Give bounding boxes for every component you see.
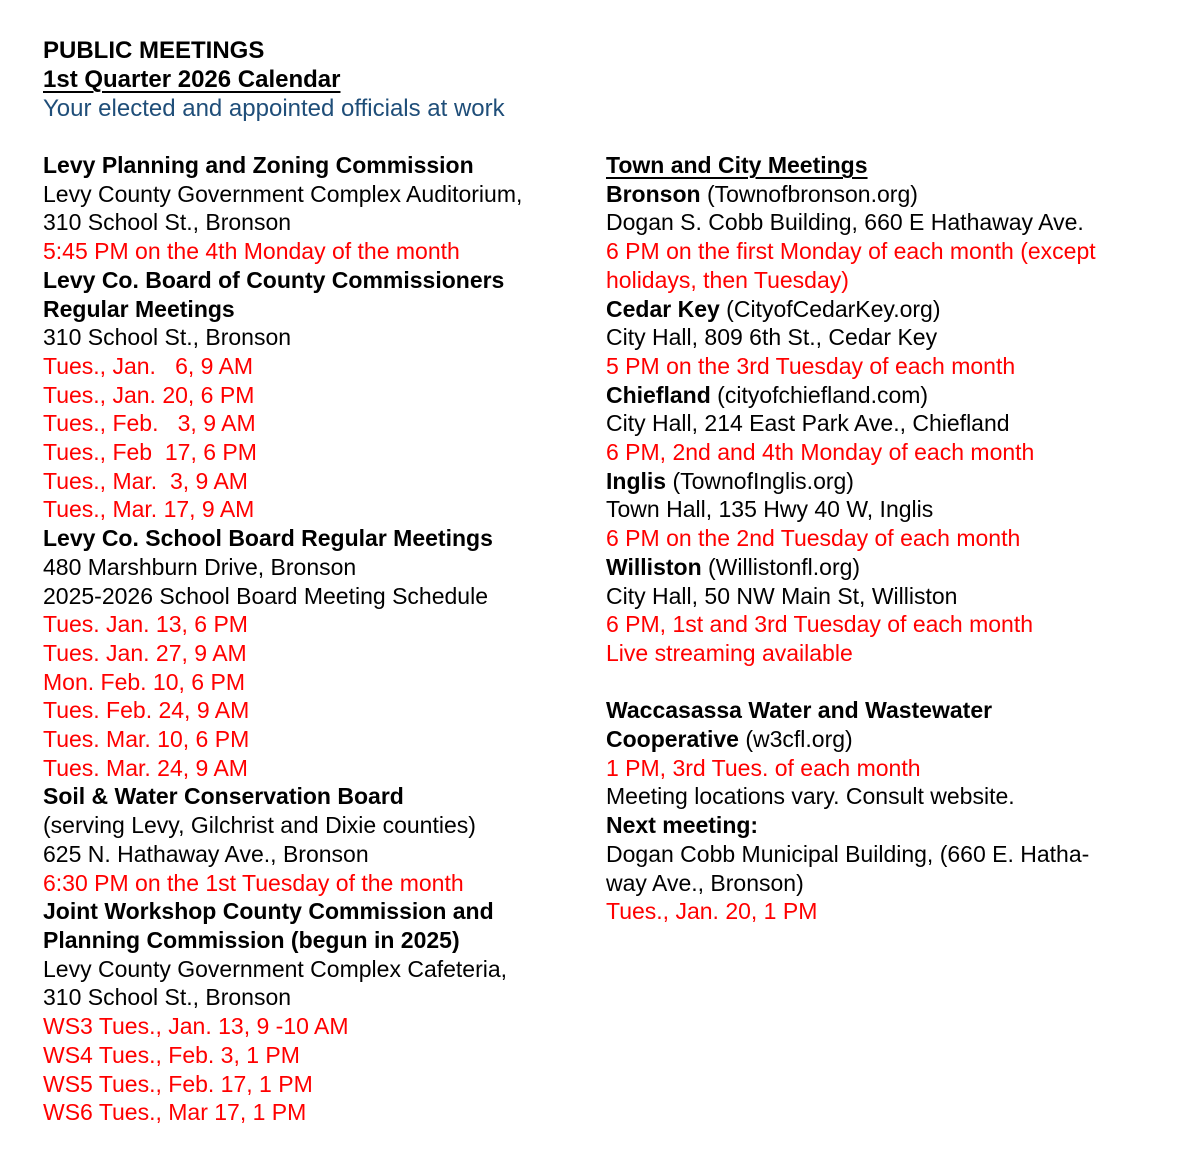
line-text: 480 Marshburn Drive, Bronson bbox=[43, 553, 357, 580]
two-column-layout bbox=[43, 151, 1165, 1127]
text-line bbox=[606, 869, 1165, 898]
text-line bbox=[606, 582, 1165, 611]
text-line bbox=[606, 151, 1165, 180]
text-line bbox=[43, 1070, 606, 1099]
line-text: 310 School St., Bronson bbox=[43, 324, 292, 351]
page-subtitle: 1st Quarter 2026 Calendar bbox=[43, 66, 341, 93]
line-text: Mon. Feb. 10, 6 PM bbox=[43, 668, 245, 695]
line-text: Town Hall, 135 Hwy 40 W, Inglis bbox=[606, 496, 934, 523]
line-text: Tues., Feb. 3, 9 AM bbox=[43, 410, 256, 437]
line-text: (CityofCedarKey.org) bbox=[719, 295, 941, 322]
line-text: WS3 Tues., Jan. 13, 9 -10 AM bbox=[43, 1013, 349, 1040]
text-line bbox=[43, 696, 606, 725]
text-line bbox=[43, 180, 606, 209]
line-text: City Hall, 214 East Park Ave., Chiefland bbox=[606, 410, 1010, 437]
text-line bbox=[43, 782, 606, 811]
line-bold-text: Planning Commission (begun in 2025) bbox=[43, 926, 460, 953]
line-text: Dogan S. Cobb Building, 660 E Hathaway Ave. bbox=[606, 209, 1084, 236]
text-line bbox=[43, 438, 606, 467]
section-levy-school-board bbox=[43, 524, 606, 782]
text-line bbox=[43, 467, 606, 496]
text-line bbox=[43, 639, 606, 668]
text-line bbox=[606, 639, 1165, 668]
text-line bbox=[606, 782, 1165, 811]
text-line bbox=[43, 1012, 606, 1041]
text-line bbox=[606, 237, 1165, 266]
text-line bbox=[43, 323, 606, 352]
line-text: way Ave., Bronson) bbox=[606, 869, 804, 896]
text-line bbox=[606, 610, 1165, 639]
page-header bbox=[43, 36, 1165, 123]
text-line bbox=[606, 295, 1165, 324]
text-line bbox=[606, 524, 1165, 553]
line-text: WS6 Tues., Mar 17, 1 PM bbox=[43, 1099, 307, 1126]
line-bold-text: Inglis bbox=[606, 467, 667, 494]
text-line bbox=[606, 897, 1165, 926]
text-line bbox=[43, 208, 606, 237]
text-line bbox=[606, 696, 1165, 725]
line-text: Tues. Mar. 24, 9 AM bbox=[43, 754, 248, 781]
line-text: 310 School St., Bronson bbox=[43, 209, 292, 236]
line-text: 2025-2026 School Board Meeting Schedule bbox=[43, 582, 488, 609]
text-line bbox=[43, 840, 606, 869]
text-line bbox=[606, 725, 1165, 754]
text-line bbox=[43, 983, 606, 1012]
text-line bbox=[606, 467, 1165, 496]
line-text: Tues., Mar. 3, 9 AM bbox=[43, 467, 248, 494]
text-line bbox=[43, 754, 606, 783]
text-line bbox=[606, 409, 1165, 438]
line-bold-text: Cooperative bbox=[606, 726, 739, 753]
line-text: (w3cfl.org) bbox=[738, 726, 853, 753]
line-text: 5 PM on the 3rd Tuesday of each month bbox=[606, 352, 1016, 379]
text-line bbox=[43, 955, 606, 984]
text-line bbox=[43, 610, 606, 639]
text-line bbox=[43, 237, 606, 266]
line-text: (serving Levy, Gilchrist and Dixie counties) bbox=[43, 812, 476, 839]
section-williston bbox=[606, 553, 1165, 668]
text-line bbox=[606, 208, 1165, 237]
text-line bbox=[43, 295, 606, 324]
line-text: (TownofInglis.org) bbox=[666, 467, 854, 494]
line-text: 5:45 PM on the 4th Monday of the month bbox=[43, 238, 460, 265]
section-levy-planning-and-zoning-commission bbox=[43, 151, 606, 266]
line-text: City Hall, 50 NW Main St, Williston bbox=[606, 582, 958, 609]
text-line bbox=[43, 668, 606, 697]
text-line bbox=[43, 409, 606, 438]
right-column bbox=[606, 151, 1165, 1127]
text-line bbox=[606, 495, 1165, 524]
section-inglis bbox=[606, 467, 1165, 553]
line-text: 625 N. Hathaway Ave., Bronson bbox=[43, 840, 369, 867]
line-text: Tues. Jan. 27, 9 AM bbox=[43, 639, 247, 666]
section-soil-and-water-conservation-board bbox=[43, 782, 606, 897]
section-waccasassa-water-and-wastewater-cooperative bbox=[606, 696, 1165, 926]
line-text: 6:30 PM on the 1st Tuesday of the month bbox=[43, 869, 464, 896]
line-text: holidays, then Tuesday) bbox=[606, 266, 849, 293]
section-cedar-key bbox=[606, 295, 1165, 381]
line-bold-text: Levy Planning and Zoning Commission bbox=[43, 152, 474, 178]
line-text: Tues., Feb 17, 6 PM bbox=[43, 439, 257, 466]
text-line bbox=[606, 840, 1165, 869]
line-text: (Townofbronson.org) bbox=[700, 180, 918, 207]
line-text: Tues. Mar. 10, 6 PM bbox=[43, 726, 250, 753]
line-bold-text: Bronson bbox=[606, 180, 701, 207]
text-line bbox=[43, 381, 606, 410]
text-line bbox=[606, 352, 1165, 381]
line-text: Tues., Jan. 20, 6 PM bbox=[43, 381, 255, 408]
text-line bbox=[606, 754, 1165, 783]
line-text: WS5 Tues., Feb. 17, 1 PM bbox=[43, 1070, 313, 1097]
line-text: 6 PM, 1st and 3rd Tuesday of each month bbox=[606, 611, 1034, 638]
line-text: Levy County Government Complex Auditorium, bbox=[43, 180, 523, 207]
text-line bbox=[43, 495, 606, 524]
section-bronson bbox=[606, 180, 1165, 295]
text-line bbox=[43, 725, 606, 754]
text-line bbox=[606, 553, 1165, 582]
line-text: 1 PM, 3rd Tues. of each month bbox=[606, 754, 921, 781]
section-town-and-city-meetings-heading bbox=[606, 151, 1165, 180]
text-line bbox=[606, 180, 1165, 209]
text-line bbox=[43, 582, 606, 611]
section-joint-workshop-county-commission-planning-commission bbox=[43, 897, 606, 1127]
text-line bbox=[43, 811, 606, 840]
line-text: Tues. Jan. 13, 6 PM bbox=[43, 611, 248, 638]
text-line bbox=[43, 266, 606, 295]
text-line bbox=[43, 1098, 606, 1127]
line-text: Tues. Feb. 24, 9 AM bbox=[43, 697, 250, 724]
line-text: 310 School St., Bronson bbox=[43, 984, 292, 1011]
line-text: (Willistonfl.org) bbox=[701, 553, 861, 580]
line-text: Dogan Cobb Municipal Building, (660 E. Hatha- bbox=[606, 840, 1090, 867]
line-bold-text: Chiefland bbox=[606, 381, 711, 408]
line-text: Levy County Government Complex Cafeteria, bbox=[43, 955, 508, 982]
line-text: 6 PM on the 2nd Tuesday of each month bbox=[606, 525, 1021, 552]
section-levy-board-of-county-commissioners bbox=[43, 266, 606, 524]
page-tagline: Your elected and appointed officials at work bbox=[43, 95, 505, 122]
line-bold-text: Levy Co. School Board Regular Meetings bbox=[43, 525, 493, 552]
line-text: Tues., Mar. 17, 9 AM bbox=[43, 496, 255, 523]
text-line bbox=[606, 381, 1165, 410]
text-line bbox=[43, 553, 606, 582]
page-title: PUBLIC MEETINGS bbox=[43, 37, 265, 64]
text-line bbox=[43, 869, 606, 898]
line-bold-text: Town and City Meetings bbox=[606, 152, 868, 178]
line-bold-text: Waccasassa Water and Wastewater bbox=[606, 697, 993, 724]
line-bold-text: Next meeting: bbox=[606, 812, 759, 839]
line-bold-text: Regular Meetings bbox=[43, 295, 235, 322]
text-line bbox=[43, 151, 606, 180]
line-text: Meeting locations vary. Consult website. bbox=[606, 783, 1015, 810]
text-line bbox=[43, 897, 606, 926]
text-line bbox=[606, 323, 1165, 352]
text-line bbox=[43, 1041, 606, 1070]
line-bold-text: Joint Workshop County Commission and bbox=[43, 898, 494, 925]
line-text: Tues., Jan. 6, 9 AM bbox=[43, 352, 254, 379]
line-text: WS4 Tues., Feb. 3, 1 PM bbox=[43, 1041, 300, 1068]
line-bold-text: Williston bbox=[606, 553, 702, 580]
text-line bbox=[606, 438, 1165, 467]
line-text: Tues., Jan. 20, 1 PM bbox=[606, 898, 818, 925]
left-column bbox=[43, 151, 606, 1127]
line-text: (cityofchiefland.com) bbox=[710, 381, 929, 408]
line-text: 6 PM, 2nd and 4th Monday of each month bbox=[606, 439, 1035, 466]
line-bold-text: Soil & Water Conservation Board bbox=[43, 783, 404, 810]
text-line bbox=[43, 926, 606, 955]
section-chiefland bbox=[606, 381, 1165, 467]
text-line bbox=[606, 266, 1165, 295]
line-text: City Hall, 809 6th St., Cedar Key bbox=[606, 324, 938, 351]
line-text: Live streaming available bbox=[606, 639, 853, 666]
text-line bbox=[606, 811, 1165, 840]
line-bold-text: Cedar Key bbox=[606, 295, 720, 322]
line-text: 6 PM on the first Monday of each month (except bbox=[606, 238, 1096, 265]
text-line bbox=[43, 524, 606, 553]
line-bold-text: Levy Co. Board of County Commissioners bbox=[43, 266, 505, 293]
text-line bbox=[43, 352, 606, 381]
